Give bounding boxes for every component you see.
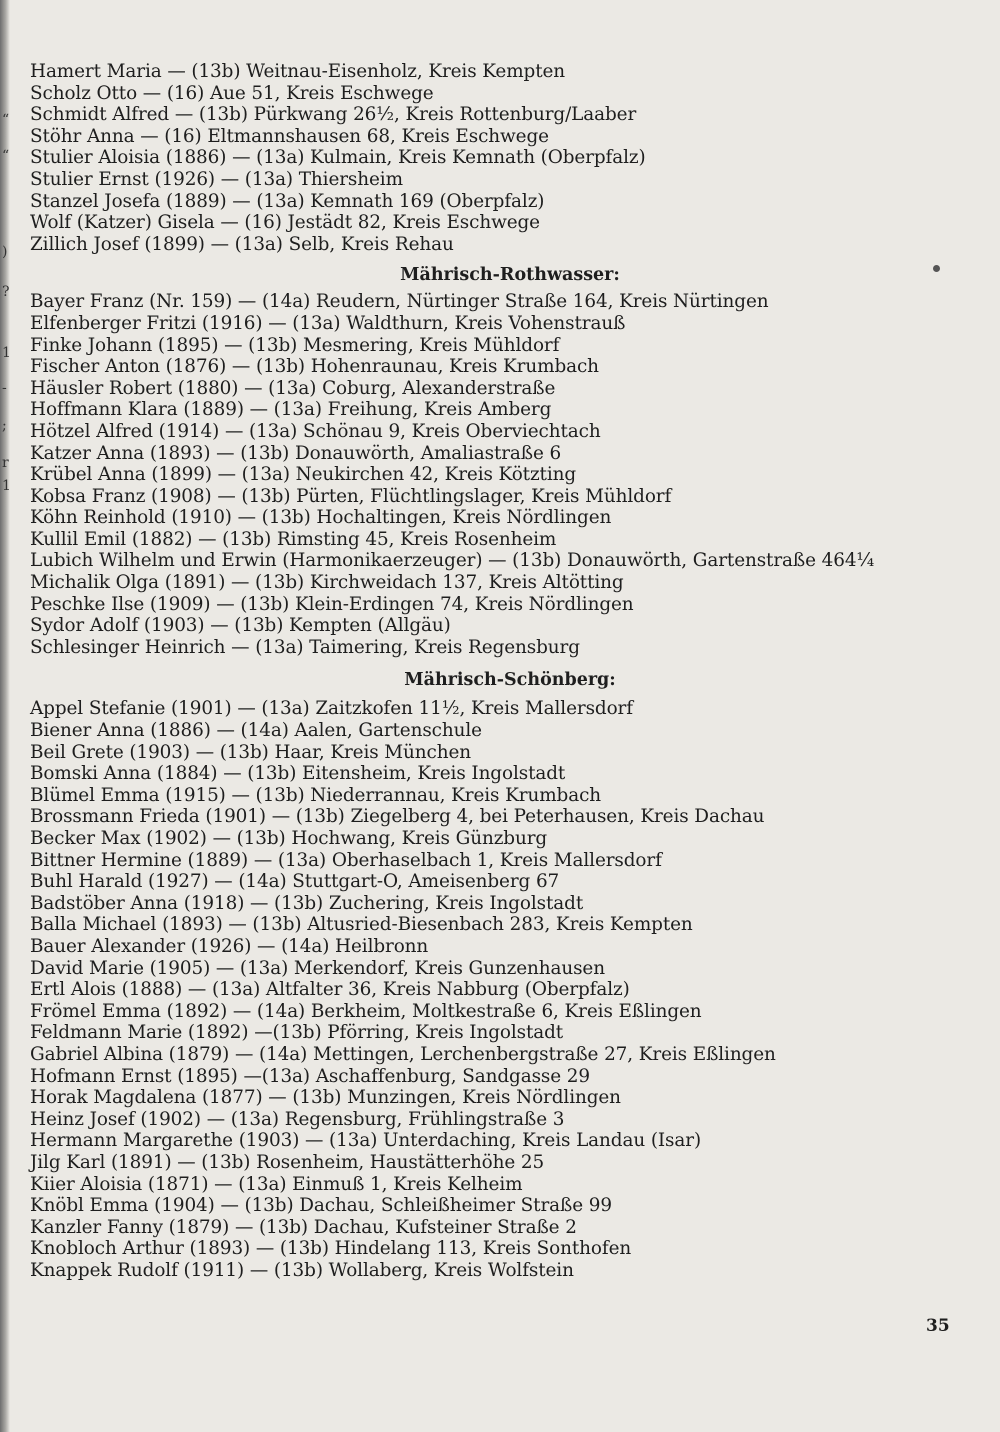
list-item: David Marie (1905) — (13a) Merkendorf, Kreis Gunzenhausen <box>30 957 605 979</box>
intro-entries <box>30 61 970 255</box>
list-item: Schlesinger Heinrich — (13a) Taimering, Kreis Regensburg <box>30 636 580 658</box>
list-item: Becker Max (1902) — (13b) Hochwang, Kreis Günzburg <box>30 828 548 849</box>
page-number: 35 <box>926 1316 950 1336</box>
list-item: Hofmann Ernst (1895) —(13a) Aschaffenburg, Sandgasse 29 <box>30 1065 591 1087</box>
list-item: Bauer Alexander (1926) — (14a) Heilbronn <box>30 935 429 957</box>
list-item: Knappek Rudolf (1911) — (13b) Wollaberg, Kreis Wolfstein <box>30 1259 574 1281</box>
list-item: Kullil Emil (1882) — (13b) Rimsting 45, Kreis Rosenheim <box>30 528 557 550</box>
list-item: Köhn Reinhold (1910) — (13b) Hochaltingen, Kreis Nördlingen <box>30 507 612 529</box>
list-item: Schmidt Alfred — (13b) Pürkwang 26½, Kreis Rottenburg/Laaber <box>30 104 637 126</box>
list-item: Krübel Anna (1899) — (13a) Neukirchen 42, Kreis Kötzting <box>30 464 577 486</box>
list-item: Badstöber Anna (1918) — (13b) Zuchering, Kreis Ingolstadt <box>30 892 584 914</box>
list-item: Biener Anna (1886) — (14a) Aalen, Gartenschule <box>30 720 482 742</box>
list-item: Kanzler Fanny (1879) — (13b) Dachau, Kufsteiner Straße 2 <box>30 1216 577 1238</box>
list-item: Horak Magdalena (1877) — (13b) Munzingen, Kreis Nördlingen <box>30 1087 621 1109</box>
list-item: Sydor Adolf (1903) — (13b) Kempten (Allgäu) <box>30 615 451 637</box>
list-item: Jilg Karl (1891) — (13b) Rosenheim, Haustätterhöhe 25 <box>30 1151 545 1173</box>
list-item: Bayer Franz (Nr. 159) — (14a) Reudern, Nürtinger Straße 164, Kreis Nürtingen <box>30 291 769 313</box>
directory-list <box>30 61 970 1281</box>
margin-mark: r <box>2 455 9 471</box>
list-item: Fischer Anton (1876) — (13b) Hohenraunau, Kreis Krumbach <box>30 356 599 378</box>
section-entries-maehrisch-rothwasser <box>30 291 970 658</box>
list-item: Hötzel Alfred (1914) — (13a) Schönau 9, Kreis Oberviechtach <box>30 420 601 442</box>
list-item: Hermann Margarethe (1903) — (13a) Unterdaching, Kreis Landau (Isar) <box>30 1130 702 1152</box>
list-item: Bomski Anna (1884) — (13b) Eitensheim, Kreis Ingolstadt <box>30 763 566 785</box>
list-item: Knobloch Arthur (1893) — (13b) Hindelang 113, Kreis Sonthofen <box>30 1238 632 1260</box>
list-item: Knöbl Emma (1904) — (13b) Dachau, Schleißheimer Straße 99 <box>30 1195 612 1217</box>
list-item: Kobsa Franz (1908) — (13b) Pürten, Flüchtlingslager, Kreis Mühldorf <box>30 485 672 507</box>
section-title-maehrisch-schoenberg: Mährisch-Schönberg: <box>404 670 616 691</box>
section-entries-maehrisch-schoenberg <box>30 698 970 1281</box>
section-title-maehrisch-rothwasser: Mährisch-Rothwasser: <box>400 265 620 286</box>
list-item: Peschke Ilse (1909) — (13b) Klein-Erdingen 74, Kreis Nördlingen <box>30 593 634 615</box>
list-item: Heinz Josef (1902) — (13a) Regensburg, Frühlingstraße 3 <box>30 1108 565 1130</box>
list-item: Feldmann Marie (1892) —(13b) Pförring, Kreis Ingolstadt <box>30 1022 564 1044</box>
list-item: Kiier Aloisia (1871) — (13a) Einmuß 1, Kreis Kelheim <box>30 1173 523 1195</box>
list-item: Häusler Robert (1880) — (13a) Coburg, Alexanderstraße <box>30 377 556 399</box>
list-item: Wolf (Katzer) Gisela — (16) Jestädt 82, Kreis Eschwege <box>30 212 540 234</box>
margin-mark: 1 <box>2 478 11 494</box>
list-item: Katzer Anna (1893) — (13b) Donauwörth, Amaliastraße 6 <box>30 442 562 464</box>
list-item: Buhl Harald (1927) — (14a) Stuttgart-O, Ameisenberg 67 <box>30 871 560 893</box>
list-item: Stöhr Anna — (16) Eltmannshausen 68, Kreis Eschwege <box>30 125 549 147</box>
margin-mark: ) <box>2 244 8 260</box>
margin-mark: ? <box>2 284 10 300</box>
margin-mark: “ <box>2 148 10 164</box>
list-item: Ertl Alois (1888) — (13a) Altfalter 36, Kreis Nabburg (Oberpfalz) <box>30 979 630 1001</box>
list-item: Hamert Maria — (13b) Weitnau-Eisenholz, Kreis Kempten <box>30 61 566 82</box>
list-item: Gabriel Albina (1879) — (14a) Mettingen, Lerchenbergstraße 27, Kreis Eßlingen <box>30 1043 776 1065</box>
list-item: Balla Michael (1893) — (13b) Altusried-Biesenbach 283, Kreis Kempten <box>30 914 693 936</box>
margin-mark: - <box>2 380 7 396</box>
list-item: Scholz Otto — (16) Aue 51, Kreis Eschwege <box>30 82 434 104</box>
list-item: Appel Stefanie (1901) — (13a) Zaitzkofen 11½, Kreis Mallersdorf <box>30 698 633 720</box>
binding-shadow <box>0 0 10 1432</box>
margin-mark: “ <box>2 112 10 128</box>
list-item: Michalik Olga (1891) — (13b) Kirchweidach 137, Kreis Altötting <box>30 572 624 594</box>
list-item: Beil Grete (1903) — (13b) Haar, Kreis München <box>30 741 471 763</box>
list-item: Finke Johann (1895) — (13b) Mesmering, Kreis Mühldorf <box>30 334 560 356</box>
list-item: Blümel Emma (1915) — (13b) Niederrannau, Kreis Krumbach <box>30 784 602 806</box>
list-item: Frömel Emma (1892) — (14a) Berkheim, Moltkestraße 6, Kreis Eßlingen <box>30 1000 702 1022</box>
list-item: Stulier Aloisia (1886) — (13a) Kulmain, Kreis Kemnath (Oberpfalz) <box>30 147 646 169</box>
list-item: Hoffmann Klara (1889) — (13a) Freihung, Kreis Amberg <box>30 399 552 421</box>
margin-mark: ; <box>2 418 7 434</box>
list-item: Stanzel Josefa (1889) — (13a) Kemnath 169 (Oberpfalz) <box>30 190 545 212</box>
list-item: Lubich Wilhelm und Erwin (Harmonikaerzeuger) — (13b) Donauwörth, Gartenstraße 464¼ <box>30 550 875 572</box>
list-item: Bittner Hermine (1889) — (13a) Oberhaselbach 1, Kreis Mallersdorf <box>30 849 662 871</box>
margin-mark: 1 <box>2 345 11 361</box>
list-item: Zillich Josef (1899) — (13a) Selb, Kreis Rehau <box>30 233 454 255</box>
list-item: Elfenberger Fritzi (1916) — (13a) Waldthurn, Kreis Vohenstrauß <box>30 312 626 334</box>
list-item: Stulier Ernst (1926) — (13a) Thiersheim <box>30 168 403 190</box>
list-item: Brossmann Frieda (1901) — (13b) Ziegelberg 4, bei Peterhausen, Kreis Dachau <box>30 806 765 828</box>
